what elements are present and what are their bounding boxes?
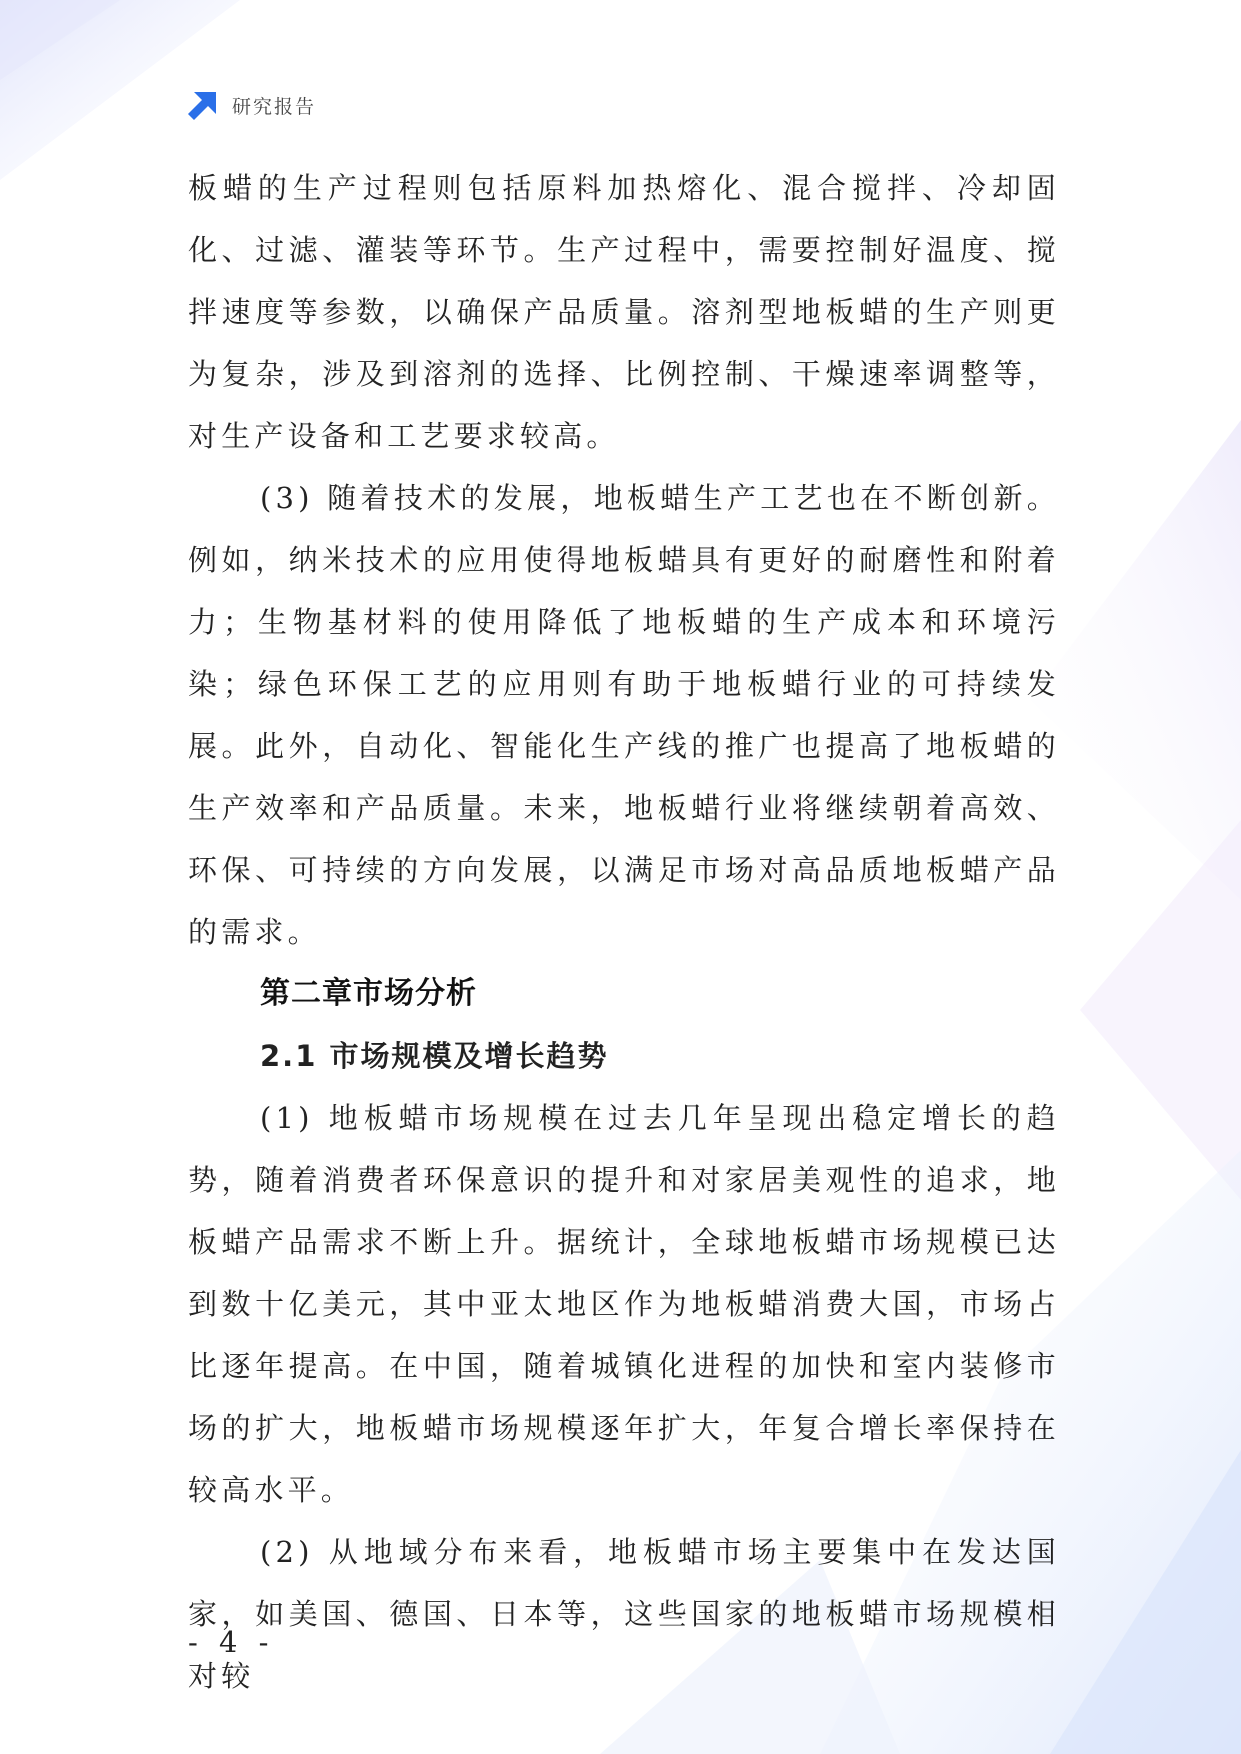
- chapter-heading: 第二章市场分析: [260, 976, 477, 1011]
- header-title: 研究报告: [232, 95, 317, 118]
- document-body: [188, 157, 1060, 1707]
- paragraph-3: (3) 随着技术的发展，地板蜡生产工艺也在不断创新。例如，纳米技术的应用使得地板蜡具有更好的耐磨性和附着力；生物基材料的使用降低了地板蜡的生产成本和环境污染；绿色环保工艺的应用则有助于地板蜡行业的可持续发展。此外，自动化、智能化生产线的推广也提高了地板蜡的生产效率和产品质量。未来，地板蜡行业将继续朝着高效、环保、可持续的方向发展，以满足市场对高品质地板蜡产品的需求。: [188, 481, 1060, 949]
- section-paragraph-2: (2) 从地域分布来看，地板蜡市场主要集中在发达国家，如美国、德国、日本等，这些国家的地板蜡市场规模相对较: [188, 1535, 1060, 1693]
- page-number: - 4 -: [188, 1625, 275, 1659]
- section-number: 2.1: [260, 1039, 318, 1073]
- section-heading: [188, 1025, 1060, 1087]
- section-paragraph-1: (1) 地板蜡市场规模在过去几年呈现出稳定增长的趋势，随着消费者环保意识的提升和对家居美观性的追求，地板蜡产品需求不断上升。据统计，全球地板蜡市场规模已达到数十亿美元，其中亚太地区作为地板蜡消费大国，市场占比逐年提高。在中国，随着城镇化进程的加快和室内装修市场的扩大，地板蜡市场规模逐年扩大，年复合增长率保持在较高水平。: [188, 1101, 1060, 1507]
- section-title: 市场规模及增长趋势: [329, 1039, 609, 1073]
- paragraph-continued: 板蜡的生产过程则包括原料加热熔化、混合搅拌、冷却固化、过滤、灌装等环节。生产过程中，需要控制好温度、搅拌速度等参数，以确保产品质量。溶剂型地板蜡的生产则更为复杂，涉及到溶剂的选择、比例控制、干燥速率调整等，对生产设备和工艺要求较高。: [188, 171, 1060, 453]
- arrow-up-right-icon: [186, 88, 220, 122]
- report-header: [186, 88, 316, 122]
